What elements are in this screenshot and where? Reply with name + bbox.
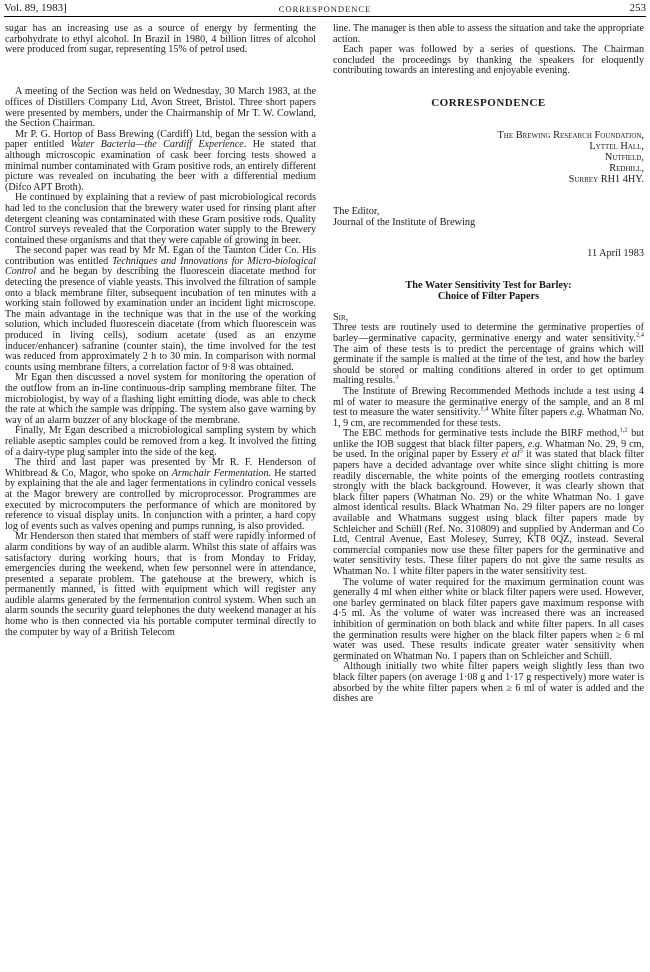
- paper-title: Water Bacteria—the Cardiff Experience: [70, 139, 244, 151]
- letter-date: 11 April 1983: [587, 247, 644, 259]
- paragraph: Mr P. G. Hortop of Bass Brewing (Cardiff) Ltd, began the session with a paper entitled Water Bacteria—the Cardiff Experience. He stated that although microscopic examination of cask beer forcing tests showed a minimal number contaminated with Gram positive rods, an entirely different picture was revealed on incubating the beer with a differential medium (Difco APT Broth).: [5, 128, 317, 193]
- paragraph: line. The manager is then able to assess the situation and take the appropriate action.: [333, 23, 644, 45]
- paragraph: The second paper was read by Mr M. Egan of the Taunton Cider Co. His contribution was entitled Techniques and Innovations for Micro-biological Control and he began by describing the fluorescein diacetate method for detecting the presence of viable yeasts. This involved the filtration of sample onto a black membrane filter, subsequent incubation of ten minutes with a working stain followed by examination under an incident light microscope. The main advantage in the technique was that in the use of the working solution, which included fluorescein diacetate (from which fluorescein was produced in living cells), sodium acetate (used as an enzyme inducer/enhancer) safranine (counter stain), the time involved for the test was reduced from approximately 2 h to 30 min. In comparison with normal counts using membrane filters, a correlation factor of 9·8 was obtained.: [5, 245, 316, 373]
- paragraph: The volume of water required for the maximum germination count was generally 4 ml when either white or black filter papers were used. However, one barley germinated on black filter papers gave maximum response with 4·5 ml. As the volume of water was increased there was an increased inhibition of germination on both black and white filter papers. In all cases the germination results were higher on the black filter papers when ≥ 6 ml water was used. These results indicate greater water sensitivity when germinated on Whatman No. 1 papers than on Schleicher and Schüll.: [333, 576, 644, 662]
- paragraph: Mr Henderson then stated that members of staff were rapidly informed of alarm conditions by way of an audible alarm. Whilst this state of affairs was satisfactory during working hours, that is from Monday to Friday, emergencies during the weekend, when few personnel were in attendance, presented a separate problem. The gatehouse at the brewery, which is permanently manned, is fitted with equipment which will register any audible alarms generated by the fermentation control system. When such an alarm sounds the security guard telephones the duty weekend manager at his home who is then connected via his portable computer terminal directly to the computer by way of a British Telecom: [5, 531, 316, 638]
- page-header: [4, 0, 646, 17]
- letter-title: The Water Sensitivity Test for Barley: Choice of Filter Papers: [405, 280, 572, 303]
- address-line: The Brewing Research Foundation,: [497, 129, 644, 141]
- running-title: CORRESPONDENCE: [278, 4, 372, 14]
- left-column: [5, 24, 316, 638]
- paper-title: Armchair Fermentation: [171, 467, 269, 479]
- paragraph: Although initially two white filter papers weigh slightly less than two black filter papers (on average 1·08 g and 1·17 g respectively) more water is absorbed by the white filter papers when ≥ 6 ml of water is added and the dishes are: [333, 661, 644, 705]
- salutation: Sir,: [333, 311, 349, 323]
- paragraph: Mr Egan then discussed a novel system for monitoring the operation of the outflow from an in-line continuous-drip sampling membrane filter. The microbiologist, by way of a flashing light emitting diode, was able to check the rate at which the sample was dripping. The system also gave warning by way of an alarm buzzer of any blockage of the membrane.: [5, 372, 316, 426]
- page-number: 253: [629, 2, 646, 14]
- paragraph: The EBC methods for germinative tests include the BIRF method,$^{1,2}$ but unlike the IOB suggest that black filter papers, e.g. Whatman No. 29, 9 cm, be used. In the original paper by Essery et $al^5$ it was stated that black filter papers have a decided advantage over white since slight chitting is more readily discernable, the white points of the emerging rootlets contrasting strongly with the black background. However, it was clearly shown that black filter papers (Whatman No. 29) or the white Whatman No. 1 gave almost identical results. Black Whatman No. 29 filter papers are no longer available and Whatmans suggest using black filter papers made by Schleicher and Schüll (Ref. No. 310809) and supplied by Anderman and Co Ltd, Central Avenue, East Molesey, Surrey, KT8 0QZ, instead. Several commercial companies now use these filter papers for the germinative and water sensitivity tests. These filter papers do not give the same results as Whatman No. 1 white filter papers in the water sensitivity test.: [333, 426, 644, 577]
- paragraph: The Institute of Brewing Recommended Methods include a test using 4 ml of water to measure the germinative energy of the sample, and an 8 ml test to measure the water sensitivity.$^{1,4}$ White filter papers e.g. Whatman No. 1, 9 cm, are recommended for these tests.: [333, 385, 644, 429]
- address-line: Surrey RH1 4HY.: [568, 173, 644, 185]
- address-line: Redhill,: [609, 162, 644, 174]
- sender-address: [333, 130, 644, 185]
- paragraph: The third and last paper was presented by Mr R. F. Henderson of Whitbread & Co, Magor, who spoke on Armchair Fermentation. He started by explaining that the ale and lager fermentations in cylindro conical vessels at the Magor brewery are controlled by microprocessor. Programmes are executed by microcomputers the performance of which are monitored by reference to visual display units. In conjunction with a printer, a hard copy log of events such as valves opening and pumps running, is also provided.: [5, 457, 316, 532]
- address-line: Lyttel Hall,: [589, 140, 644, 152]
- paper-title: Techniques and Innovations for Micro-biological Control: [5, 255, 316, 278]
- recipient: The Editor, Journal of the Institute of Brewing: [333, 205, 476, 228]
- paragraph: Three tests are routinely used to determine the germinative properties of barley—germinative capacity, germinative energy and water sensitivity.$^{2,4}$ The aim of these tests is to predict the percentage of grains which will germinate if the sample is malted at the time of the test, and how the barley should be stored or malting conditions altered in order to get optimum malting results.$^3$: [333, 322, 644, 387]
- paragraph: Finally, Mr Egan described a microbiological sampling system by which reliable aseptic samples could be removed from a keg. It involved the fitting of a dairy-type plug sampler into the side of the keg.: [5, 425, 316, 458]
- paragraph: A meeting of the Section was held on Wednesday, 30 March 1983, at the offices of Distillers Company Ltd, Avon Street, Bristol. Three short papers were presented by members, under the Chairmanship of Mr T. W. Cowland, the Section Chairman.: [5, 86, 316, 130]
- volume-label: Vol. 89, 1983]: [4, 2, 67, 14]
- section-heading: CORRESPONDENCE: [431, 96, 546, 109]
- paragraph: He continued by explaining that a review of past microbiological records had led to the conclusion that the brewery water used for rinsing plant after detergent cleaning was contaminated with these Gram positive rods. Quality Control surveys revealed that the Corporation water supply to the Brewery contained these organisms and that they were capable of growing in beer.: [5, 192, 316, 246]
- paragraph: sugar has an increasing use as a source of energy by fermenting the carbohydrate to ethyl alcohol. In Brazil in 1980, 4 billion litres of alcohol were produced from sugar, representing 15% of petrol used.: [5, 23, 316, 56]
- right-column: [333, 24, 644, 705]
- address-line: Nutfield,: [604, 151, 644, 163]
- paragraph: Each paper was followed by a series of questions. The Chairman concluded the proceedings by thanking the speakers for eloquently contributing towards an interesting and enjoyable evening.: [333, 44, 644, 77]
